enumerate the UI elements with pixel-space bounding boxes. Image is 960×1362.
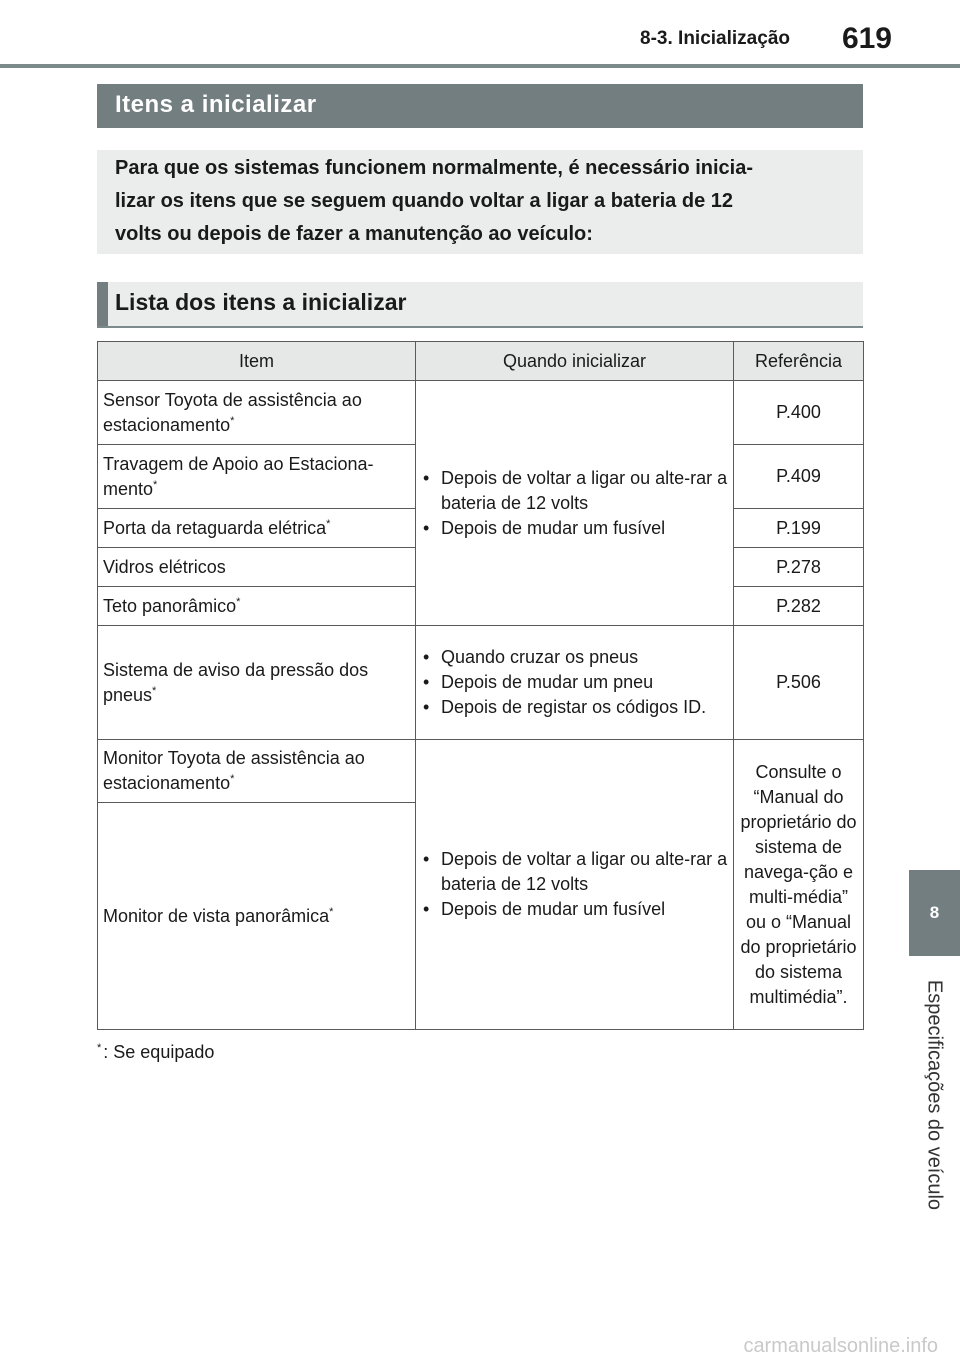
column-header-when: Quando inicializar: [416, 342, 734, 381]
section-title: 8-3. Inicialização: [640, 28, 790, 49]
footnote: [97, 1042, 214, 1063]
equipped-marker: *: [326, 517, 331, 530]
equipped-marker: *: [236, 595, 241, 608]
main-heading: Itens a inicializar: [115, 91, 317, 118]
reference-cell: P.199: [734, 509, 864, 548]
column-header-reference: Referência: [734, 342, 864, 381]
equipped-marker: *: [230, 414, 235, 427]
main-heading-banner: [97, 84, 863, 128]
condition-cell: [416, 740, 734, 1030]
equipped-marker: *: [152, 684, 157, 697]
sub-heading-banner: [97, 282, 863, 328]
reference-cell: Consulte o “Manual do proprietário do sistema de navega-ção e multi-média” ou o “Manual do proprietário do sistema multimédia”.: [734, 740, 864, 1030]
list-item: • Depois de registar os códigos ID.: [421, 695, 728, 720]
list-item: • Depois de mudar um fusível: [421, 516, 728, 541]
reference-cell: P.278: [734, 548, 864, 587]
reference-cell: P.409: [734, 445, 864, 509]
column-header-item: Item: [98, 342, 416, 381]
sub-heading: Lista dos itens a inicializar: [115, 289, 407, 315]
intro-box: [97, 150, 863, 254]
reference-cell: P.506: [734, 626, 864, 740]
items-table: [97, 341, 864, 1030]
item-cell: Monitor de vista panorâmica*: [98, 803, 416, 1030]
equipped-marker: *: [153, 478, 158, 491]
condition-cell: [416, 626, 734, 740]
intro-line: volts ou depois de fazer a manutenção ao veículo:: [115, 223, 593, 245]
item-cell: Porta da retaguarda elétrica*: [98, 509, 416, 548]
table-row: [98, 740, 864, 803]
item-cell: Travagem de Apoio ao Estaciona-mento*: [98, 445, 416, 509]
item-cell: Monitor Toyota de assistência ao estacionamento*: [98, 740, 416, 803]
item-cell: Teto panorâmico*: [98, 587, 416, 626]
list-item: • Depois de voltar a ligar ou alte-rar a bateria de 12 volts: [421, 466, 728, 516]
reference-cell: P.282: [734, 587, 864, 626]
table-row: [98, 626, 864, 740]
chapter-tab: 8: [909, 870, 960, 956]
table-header-row: [98, 342, 864, 381]
condition-cell: [416, 381, 734, 626]
page-number: 619: [841, 22, 892, 55]
list-item: • Quando cruzar os pneus: [421, 645, 728, 670]
item-cell: Sensor Toyota de assistência ao estacionamento*: [98, 381, 416, 445]
list-item: • Depois de voltar a ligar ou alte-rar a bateria de 12 volts: [421, 847, 728, 897]
list-item: • Depois de mudar um fusível: [421, 897, 728, 922]
chapter-label: Especificações do veículo: [923, 979, 946, 1211]
list-item: • Depois de mudar um pneu: [421, 670, 728, 695]
sub-heading-bar: [97, 282, 108, 326]
watermark: carmanualsonline.info: [743, 1335, 938, 1357]
equipped-marker: *: [230, 773, 235, 785]
intro-line: Para que os sistemas funcionem normalmente, é necessário inicia-: [115, 157, 754, 179]
footnote-text: : Se equipado: [103, 1042, 215, 1062]
footnote-marker: *: [97, 1042, 102, 1054]
reference-cell: P.400: [734, 381, 864, 445]
item-cell: Vidros elétricos: [98, 548, 416, 587]
intro-line: lizar os itens que se seguem quando voltar a ligar a bateria de 12: [115, 190, 733, 212]
item-cell: Sistema de aviso da pressão dos pneus*: [98, 626, 416, 740]
header-rule: [0, 64, 960, 68]
table-row: [98, 381, 864, 445]
equipped-marker: *: [329, 905, 334, 918]
